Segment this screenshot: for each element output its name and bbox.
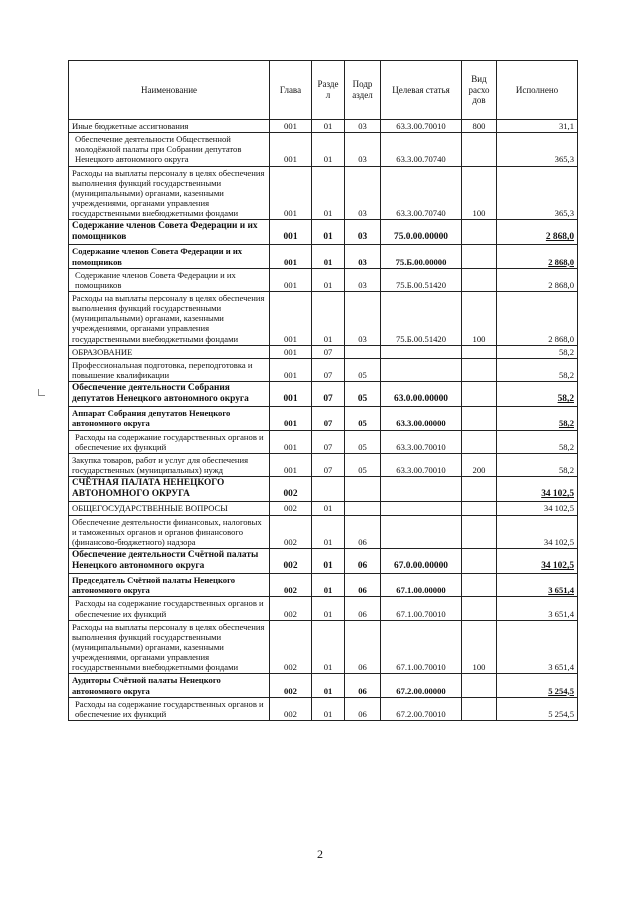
table-header-row (69, 61, 578, 120)
header-target: Целевая статья (381, 61, 462, 120)
table-row (69, 620, 578, 674)
budget-table (68, 60, 578, 721)
row-razdel: 01 (312, 220, 345, 245)
row-target: 67.0.00.00000 (381, 548, 462, 573)
row-vid (462, 268, 497, 291)
table-row (69, 697, 578, 720)
row-amount: 3 651,4 (497, 574, 578, 597)
row-razdel: 01 (312, 166, 345, 220)
row-podrazdel: 05 (345, 430, 381, 453)
table-row (69, 574, 578, 597)
row-glava: 002 (270, 597, 312, 620)
row-podrazdel: 05 (345, 407, 381, 430)
row-target: 75.Б.00.00000 (381, 245, 462, 268)
row-name: Расходы на выплаты персоналу в целях обеспечения выполнения функций государственными (муниципальными) органами, казенными учреждениями, органами управления государственными внебюджетными фондами (69, 620, 270, 674)
row-glava: 001 (270, 245, 312, 268)
row-amount: 34 102,5 (497, 502, 578, 515)
row-vid (462, 133, 497, 166)
table-row (69, 515, 578, 548)
row-glava: 001 (270, 268, 312, 291)
row-target (381, 358, 462, 381)
row-razdel: 01 (312, 515, 345, 548)
row-name: Обеспечение деятельности Общественной молодёжной палаты при Собрании депутатов Ненецкого автономного округа (69, 133, 270, 166)
row-target: 75.0.00.00000 (381, 220, 462, 245)
row-vid (462, 382, 497, 407)
row-vid (462, 548, 497, 573)
row-podrazdel: 06 (345, 597, 381, 620)
row-target: 63.3.00.70010 (381, 430, 462, 453)
header-vid: Вид расхо дов (462, 61, 497, 120)
table-row (69, 358, 578, 381)
row-target: 63.0.00.00000 (381, 382, 462, 407)
row-glava: 002 (270, 515, 312, 548)
row-razdel: 01 (312, 674, 345, 697)
row-target: 63.3.00.70010 (381, 120, 462, 133)
row-target: 63.3.00.00000 (381, 407, 462, 430)
row-razdel: 01 (312, 292, 345, 346)
row-podrazdel: 03 (345, 245, 381, 268)
row-podrazdel: 03 (345, 133, 381, 166)
row-razdel: 07 (312, 345, 345, 358)
row-name: Обеспечение деятельности Счётной палаты Ненецкого автономного округа (69, 548, 270, 573)
row-name: Содержание членов Совета Федерации и их помощников (69, 268, 270, 291)
header-name: Наименование (69, 61, 270, 120)
row-razdel: 01 (312, 697, 345, 720)
row-podrazdel (345, 477, 381, 502)
row-glava: 002 (270, 674, 312, 697)
row-glava: 002 (270, 697, 312, 720)
row-glava: 001 (270, 166, 312, 220)
row-target: 67.2.00.00000 (381, 674, 462, 697)
row-razdel: 01 (312, 502, 345, 515)
row-target: 75.Б.00.51420 (381, 292, 462, 346)
table-row (69, 245, 578, 268)
row-name: Обеспечение деятельности Собрания депутатов Ненецкого автономного округа (69, 382, 270, 407)
header-glava: Глава (270, 61, 312, 120)
row-amount: 2 868,0 (497, 220, 578, 245)
row-vid (462, 697, 497, 720)
row-glava: 001 (270, 358, 312, 381)
row-name: Содержание членов Совета Федерации и их помощников (69, 220, 270, 245)
row-razdel: 01 (312, 574, 345, 597)
row-vid (462, 358, 497, 381)
row-glava: 002 (270, 477, 312, 502)
header-podrazdel: Подр аздел (345, 61, 381, 120)
row-razdel (312, 477, 345, 502)
row-vid: 100 (462, 292, 497, 346)
row-podrazdel: 03 (345, 120, 381, 133)
row-amount: 3 651,4 (497, 597, 578, 620)
row-name: Расходы на содержание государственных органов и обеспечение их функций (69, 597, 270, 620)
row-target: 63.3.00.70740 (381, 133, 462, 166)
row-amount: 58,2 (497, 345, 578, 358)
row-vid (462, 430, 497, 453)
row-podrazdel: 06 (345, 697, 381, 720)
row-razdel: 07 (312, 453, 345, 476)
row-amount: 58,2 (497, 407, 578, 430)
row-amount: 58,2 (497, 453, 578, 476)
row-podrazdel (345, 502, 381, 515)
row-amount: 2 868,0 (497, 292, 578, 346)
table-row (69, 674, 578, 697)
table-row (69, 477, 578, 502)
row-name: Обеспечение деятельности финансовых, налоговых и таможенных органов и органов финансового (финансово-бюджетного) надзора (69, 515, 270, 548)
row-glava: 001 (270, 133, 312, 166)
row-vid (462, 674, 497, 697)
row-target (381, 345, 462, 358)
row-amount: 365,3 (497, 166, 578, 220)
row-razdel: 01 (312, 120, 345, 133)
row-name: Председатель Счётной палаты Ненецкого автономного округа (69, 574, 270, 597)
row-glava: 001 (270, 430, 312, 453)
row-vid: 100 (462, 620, 497, 674)
table-row (69, 133, 578, 166)
row-glava: 001 (270, 382, 312, 407)
row-name: ОБРАЗОВАНИЕ (69, 345, 270, 358)
row-vid (462, 515, 497, 548)
row-podrazdel: 03 (345, 166, 381, 220)
row-name: Расходы на выплаты персоналу в целях обеспечения выполнения функций государственными (муниципальными) органами, казенными учреждениями, органами управления государственными внебюджетными фондами (69, 292, 270, 346)
row-name: Профессиональная подготовка, переподготовка и повышение квалификации (69, 358, 270, 381)
row-podrazdel: 05 (345, 453, 381, 476)
row-podrazdel: 06 (345, 620, 381, 674)
row-amount: 5 254,5 (497, 697, 578, 720)
row-vid (462, 407, 497, 430)
row-amount: 58,2 (497, 382, 578, 407)
row-amount: 2 868,0 (497, 245, 578, 268)
row-podrazdel: 06 (345, 548, 381, 573)
row-name: Расходы на выплаты персоналу в целях обеспечения выполнения функций государственными (муниципальными) органами, казенными учреждениями, органами управления государственными внебюджетными фондами (69, 166, 270, 220)
row-name: Расходы на содержание государственных органов и обеспечение их функций (69, 430, 270, 453)
row-razdel: 01 (312, 548, 345, 573)
row-name: Содержание членов Совета Федерации и их помощников (69, 245, 270, 268)
row-name: Иные бюджетные ассигнования (69, 120, 270, 133)
row-name: ОБЩЕГОСУДАРСТВЕННЫЕ ВОПРОСЫ (69, 502, 270, 515)
row-amount: 365,3 (497, 133, 578, 166)
row-target (381, 502, 462, 515)
row-glava: 001 (270, 220, 312, 245)
row-target: 63.3.00.70740 (381, 166, 462, 220)
row-podrazdel: 05 (345, 382, 381, 407)
header-amount: Исполнено (497, 61, 578, 120)
row-target: 67.2.00.70010 (381, 697, 462, 720)
row-glava: 001 (270, 453, 312, 476)
table-row (69, 453, 578, 476)
row-vid: 800 (462, 120, 497, 133)
row-amount: 31,1 (497, 120, 578, 133)
row-vid (462, 245, 497, 268)
row-podrazdel: 03 (345, 268, 381, 291)
table-row (69, 382, 578, 407)
margin-mark (38, 389, 45, 396)
row-podrazdel: 06 (345, 515, 381, 548)
row-amount: 58,2 (497, 358, 578, 381)
page-number: 2 (317, 847, 323, 861)
row-glava: 002 (270, 574, 312, 597)
row-glava: 001 (270, 345, 312, 358)
row-name: СЧЁТНАЯ ПАЛАТА НЕНЕЦКОГО АВТОНОМНОГО ОКРУГА (69, 477, 270, 502)
row-amount: 5 254,5 (497, 674, 578, 697)
row-glava: 002 (270, 548, 312, 573)
table-row (69, 292, 578, 346)
row-target: 67.1.00.70010 (381, 597, 462, 620)
row-glava: 002 (270, 620, 312, 674)
row-razdel: 01 (312, 133, 345, 166)
row-podrazdel: 06 (345, 574, 381, 597)
row-target (381, 515, 462, 548)
row-razdel: 07 (312, 382, 345, 407)
row-razdel: 07 (312, 358, 345, 381)
row-podrazdel: 03 (345, 292, 381, 346)
row-target: 75.Б.00.51420 (381, 268, 462, 291)
table-row (69, 548, 578, 573)
row-amount: 34 102,5 (497, 548, 578, 573)
row-vid (462, 502, 497, 515)
row-podrazdel (345, 345, 381, 358)
table-row (69, 268, 578, 291)
table-row (69, 220, 578, 245)
row-vid (462, 220, 497, 245)
row-name: Закупка товаров, работ и услуг для обеспечения государственных (муниципальных) нужд (69, 453, 270, 476)
row-amount: 58,2 (497, 430, 578, 453)
row-amount: 34 102,5 (497, 515, 578, 548)
row-podrazdel: 05 (345, 358, 381, 381)
row-vid (462, 597, 497, 620)
table-row (69, 430, 578, 453)
row-razdel: 01 (312, 268, 345, 291)
row-target (381, 477, 462, 502)
row-amount: 2 868,0 (497, 268, 578, 291)
table-row (69, 407, 578, 430)
row-amount: 3 651,4 (497, 620, 578, 674)
table-row (69, 120, 578, 133)
row-podrazdel: 03 (345, 220, 381, 245)
row-name: Расходы на содержание государственных органов и обеспечение их функций (69, 697, 270, 720)
row-vid: 200 (462, 453, 497, 476)
row-vid (462, 345, 497, 358)
row-vid (462, 477, 497, 502)
row-name: Аппарат Собрания депутатов Ненецкого автономного округа (69, 407, 270, 430)
table-row (69, 166, 578, 220)
row-razdel: 01 (312, 597, 345, 620)
table-row (69, 345, 578, 358)
row-razdel: 01 (312, 245, 345, 268)
row-glava: 001 (270, 292, 312, 346)
row-razdel: 07 (312, 407, 345, 430)
row-vid (462, 574, 497, 597)
table-row (69, 502, 578, 515)
row-podrazdel: 06 (345, 674, 381, 697)
row-glava: 001 (270, 120, 312, 133)
row-glava: 001 (270, 407, 312, 430)
row-vid: 100 (462, 166, 497, 220)
row-glava: 002 (270, 502, 312, 515)
row-name: Аудиторы Счётной палаты Ненецкого автономного округа (69, 674, 270, 697)
row-target: 63.3.00.70010 (381, 453, 462, 476)
row-amount: 34 102,5 (497, 477, 578, 502)
header-razdel: Разде л (312, 61, 345, 120)
table-row (69, 597, 578, 620)
table-body (69, 120, 578, 721)
row-razdel: 07 (312, 430, 345, 453)
row-razdel: 01 (312, 620, 345, 674)
row-target: 67.1.00.70010 (381, 620, 462, 674)
row-target: 67.1.00.00000 (381, 574, 462, 597)
